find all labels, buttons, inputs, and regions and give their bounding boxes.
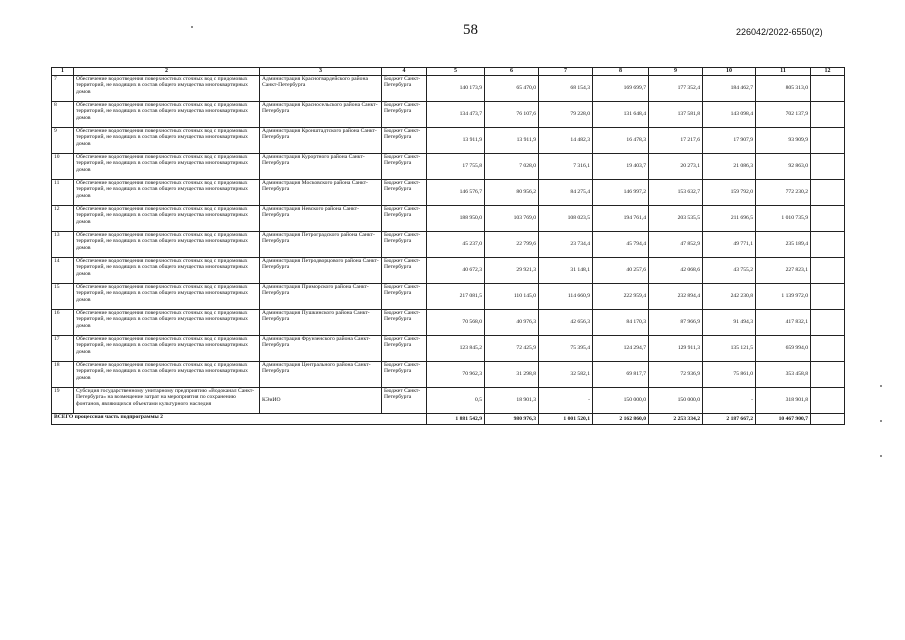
value-cell-v5: 123 845,2 (427, 336, 485, 362)
value-cell-v8: 40 257,6 (593, 258, 649, 284)
table-row (52, 154, 845, 180)
value-cell-v5: 45 237,0 (427, 232, 485, 258)
value-cell-v5: 17 755,8 (427, 154, 485, 180)
value-cell-v9: 47 852,9 (649, 232, 703, 258)
value-cell-v6: 110 145,0 (485, 284, 539, 310)
table-row (52, 336, 845, 362)
value-cell-v8: 222 959,4 (593, 284, 649, 310)
value-cell-v7: 23 734,4 (539, 232, 593, 258)
total-value-v8: 2 162 860,0 (593, 414, 649, 425)
activity-name: Субсидия государственному унитарному предприятию «Водоканал Санкт-Петербурга» на возмещение затрат на мероприятия по сохранению фонтанов, являющихся объектами культурного наследия (74, 388, 260, 414)
value-cell-v5: 146 576,7 (427, 180, 485, 206)
value-cell-v12 (811, 232, 845, 258)
value-cell-v10: 143 098,4 (703, 102, 756, 128)
value-cell-v12 (811, 180, 845, 206)
value-cell-v10: 242 230,8 (703, 284, 756, 310)
value-cell-v11: 659 994,0 (756, 336, 811, 362)
row-number: 17 (52, 336, 74, 362)
value-cell-v8: 84 170,3 (593, 310, 649, 336)
table-row (52, 206, 845, 232)
executor-cell: Администрация Петродворцового района Санкт-Петербурга (260, 258, 382, 284)
table-row (52, 284, 845, 310)
value-cell-v5: 134 473,7 (427, 102, 485, 128)
executor-cell: Администрация Кронштадтского района Санкт-Петербурга (260, 128, 382, 154)
value-cell-v6: 29 921,3 (485, 258, 539, 284)
total-value-v5: 1 881 542,9 (427, 414, 485, 425)
value-cell-v5: 188 950,0 (427, 206, 485, 232)
value-cell-v10: 159 792,0 (703, 180, 756, 206)
value-cell-v5: 70 962,3 (427, 362, 485, 388)
value-cell-v7: 68 154,3 (539, 76, 593, 102)
activity-name: Обеспечение водоотведения поверхностных сточных вод с придомовых территорий, не входящих в состав общего имущества многоквартирных домов (74, 310, 260, 336)
value-cell-v9: 137 581,8 (649, 102, 703, 128)
executor-cell: Администрация Московского района Санкт-Петербурга (260, 180, 382, 206)
value-cell-v9: 177 352,4 (649, 76, 703, 102)
value-cell-v12 (811, 388, 845, 414)
value-cell-v11: 1 010 735,9 (756, 206, 811, 232)
funding-source: Бюджет Санкт-Петербурга (382, 388, 427, 414)
value-cell-v8: 169 699,7 (593, 76, 649, 102)
value-cell-v9: 42 068,6 (649, 258, 703, 284)
activity-name: Обеспечение водоотведения поверхностных сточных вод с придомовых территорий, не входящих в состав общего имущества многоквартирных домов (74, 258, 260, 284)
total-label: ВСЕГО процессная часть подпрограммы 2 (52, 414, 427, 425)
value-cell-v12 (811, 284, 845, 310)
value-cell-v6: 18 901,3 (485, 388, 539, 414)
value-cell-v7: 42 656,3 (539, 310, 593, 336)
executor-cell: Администрация Петроградского района Санкт-Петербурга (260, 232, 382, 258)
column-header-2: 2 (74, 68, 260, 76)
value-cell-v7: 114 660,9 (539, 284, 593, 310)
value-cell-v9: 129 911,3 (649, 336, 703, 362)
table-row (52, 258, 845, 284)
value-cell-v6: 72 425,9 (485, 336, 539, 362)
funding-source: Бюджет Санкт-Петербурга (382, 284, 427, 310)
value-cell-v10: 135 121,5 (703, 336, 756, 362)
activity-name: Обеспечение водоотведения поверхностных сточных вод с придомовых территорий, не входящих в состав общего имущества многоквартирных домов (74, 102, 260, 128)
table-row (52, 128, 845, 154)
column-header-11: 11 (756, 68, 811, 76)
value-cell-v9: 150 000,0 (649, 388, 703, 414)
row-number: 15 (52, 284, 74, 310)
executor-cell: КЭиИО (260, 388, 382, 414)
activity-name: Обеспечение водоотведения поверхностных сточных вод с придомовых территорий, не входящих в состав общего имущества многоквартирных домов (74, 154, 260, 180)
row-number: 19 (52, 388, 74, 414)
row-number: 10 (52, 154, 74, 180)
value-cell-v5: 140 173,9 (427, 76, 485, 102)
value-cell-v5: 13 911,9 (427, 128, 485, 154)
scan-speck (191, 26, 193, 28)
funding-source: Бюджет Санкт-Петербурга (382, 76, 427, 102)
value-cell-v10: 43 755,2 (703, 258, 756, 284)
value-cell-v10: 75 861,0 (703, 362, 756, 388)
row-number: 9 (52, 128, 74, 154)
value-cell-v6: 13 911,9 (485, 128, 539, 154)
table-row (52, 388, 845, 414)
value-cell-v10: 49 771,1 (703, 232, 756, 258)
table-row (52, 76, 845, 102)
executor-cell: Администрация Курортного района Санкт-Петербурга (260, 154, 382, 180)
value-cell-v7: 108 023,5 (539, 206, 593, 232)
funding-source: Бюджет Санкт-Петербурга (382, 362, 427, 388)
table-body (52, 76, 845, 425)
row-number: 11 (52, 180, 74, 206)
funding-source: Бюджет Санкт-Петербурга (382, 206, 427, 232)
row-number: 16 (52, 310, 74, 336)
total-value-v11: 10 467 900,7 (756, 414, 811, 425)
value-cell-v8: 16 478,3 (593, 128, 649, 154)
value-cell-v9: 153 632,7 (649, 180, 703, 206)
value-cell-v5: 217 081,5 (427, 284, 485, 310)
activity-name: Обеспечение водоотведения поверхностных сточных вод с придомовых территорий, не входящих в состав общего имущества многоквартирных домов (74, 76, 260, 102)
funding-source: Бюджет Санкт-Петербурга (382, 310, 427, 336)
value-cell-v8: 124 294,7 (593, 336, 649, 362)
column-header-7: 7 (539, 68, 593, 76)
executor-cell: Администрация Красногвардейского района Санкт-Петербурга (260, 76, 382, 102)
value-cell-v8: 194 761,4 (593, 206, 649, 232)
total-value-v9: 2 253 334,2 (649, 414, 703, 425)
value-cell-v6: 31 298,8 (485, 362, 539, 388)
total-value-v7: 1 001 520,1 (539, 414, 593, 425)
value-cell-v5: 70 568,0 (427, 310, 485, 336)
column-header-4: 4 (382, 68, 427, 76)
value-cell-v7: 75 395,4 (539, 336, 593, 362)
value-cell-v11: 702 137,9 (756, 102, 811, 128)
column-header-5: 5 (427, 68, 485, 76)
activity-name: Обеспечение водоотведения поверхностных сточных вод с придомовых территорий, не входящих в состав общего имущества многоквартирных домов (74, 232, 260, 258)
executor-cell: Администрация Красносельского района Санкт-Петербурга (260, 102, 382, 128)
activity-name: Обеспечение водоотведения поверхностных сточных вод с придомовых территорий, не входящих в состав общего имущества многоквартирных домов (74, 284, 260, 310)
value-cell-v11: 805 313,0 (756, 76, 811, 102)
row-number: 8 (52, 102, 74, 128)
executor-cell: Администрация Пушкинского района Санкт-Петербурга (260, 310, 382, 336)
value-cell-v11: 235 189,4 (756, 232, 811, 258)
value-cell-v12 (811, 206, 845, 232)
executor-cell: Администрация Центрального района Санкт-Петербурга (260, 362, 382, 388)
value-cell-v6: 7 028,0 (485, 154, 539, 180)
column-header-10: 10 (703, 68, 756, 76)
value-cell-v11: 318 901,8 (756, 388, 811, 414)
row-number: 18 (52, 362, 74, 388)
page-number: 58 (463, 22, 478, 38)
value-cell-v12 (811, 76, 845, 102)
value-cell-v12 (811, 128, 845, 154)
row-number: 7 (52, 76, 74, 102)
table-row (52, 180, 845, 206)
value-cell-v9: 72 936,9 (649, 362, 703, 388)
value-cell-v10: 17 907,9 (703, 128, 756, 154)
value-cell-v11: 1 139 972,0 (756, 284, 811, 310)
value-cell-v8: 69 817,7 (593, 362, 649, 388)
value-cell-v7: 31 148,1 (539, 258, 593, 284)
row-number: 12 (52, 206, 74, 232)
value-cell-v8: 150 000,0 (593, 388, 649, 414)
activity-name: Обеспечение водоотведения поверхностных сточных вод с придомовых территорий, не входящих в состав общего имущества многоквартирных домов (74, 362, 260, 388)
funding-source: Бюджет Санкт-Петербурга (382, 154, 427, 180)
column-header-1: 1 (52, 68, 74, 76)
table-row (52, 102, 845, 128)
row-number: 13 (52, 232, 74, 258)
table-row (52, 232, 845, 258)
value-cell-v11: 93 909,9 (756, 128, 811, 154)
column-header-6: 6 (485, 68, 539, 76)
value-cell-v12 (811, 336, 845, 362)
value-cell-v12 (811, 258, 845, 284)
total-row (52, 414, 845, 425)
value-cell-v8: 146 997,2 (593, 180, 649, 206)
value-cell-v10: 91 494,3 (703, 310, 756, 336)
funding-source: Бюджет Санкт-Петербурга (382, 258, 427, 284)
table-row (52, 362, 845, 388)
value-cell-v12 (811, 102, 845, 128)
value-cell-v9: 20 273,1 (649, 154, 703, 180)
value-cell-v12 (811, 310, 845, 336)
funding-source: Бюджет Санкт-Петербурга (382, 232, 427, 258)
activity-name: Обеспечение водоотведения поверхностных сточных вод с придомовых территорий, не входящих в состав общего имущества многоквартирных домов (74, 336, 260, 362)
value-cell-v6: 40 976,3 (485, 310, 539, 336)
funding-source: Бюджет Санкт-Петербурга (382, 128, 427, 154)
value-cell-v9: 87 966,9 (649, 310, 703, 336)
executor-cell: Администрация Фрунзенского района Санкт-Петербурга (260, 336, 382, 362)
column-header-8: 8 (593, 68, 649, 76)
scan-speck (880, 420, 882, 422)
executor-cell: Администрация Невского района Санкт-Петербурга (260, 206, 382, 232)
budget-table (51, 67, 845, 425)
activity-name: Обеспечение водоотведения поверхностных сточных вод с придомовых территорий, не входящих в состав общего имущества многоквартирных домов (74, 180, 260, 206)
value-cell-v9: 232 894,4 (649, 284, 703, 310)
value-cell-v10: 21 086,3 (703, 154, 756, 180)
value-cell-v11: 92 863,0 (756, 154, 811, 180)
activity-name: Обеспечение водоотведения поверхностных сточных вод с придомовых территорий, не входящих в состав общего имущества многоквартирных домов (74, 206, 260, 232)
value-cell-v6: 80 956,2 (485, 180, 539, 206)
value-cell-v9: 203 535,5 (649, 206, 703, 232)
value-cell-v8: 19 403,7 (593, 154, 649, 180)
table-header-row (52, 68, 845, 76)
value-cell-v7: - (539, 388, 593, 414)
value-cell-v11: 772 230,2 (756, 180, 811, 206)
value-cell-v5: 40 672,3 (427, 258, 485, 284)
executor-cell: Администрация Приморского района Санкт-Петербурга (260, 284, 382, 310)
value-cell-v7: 79 228,0 (539, 102, 593, 128)
value-cell-v6: 103 769,0 (485, 206, 539, 232)
funding-source: Бюджет Санкт-Петербурга (382, 180, 427, 206)
value-cell-v8: 131 648,4 (593, 102, 649, 128)
value-cell-v11: 417 832,1 (756, 310, 811, 336)
value-cell-v5: 0,5 (427, 388, 485, 414)
activity-name: Обеспечение водоотведения поверхностных сточных вод с придомовых территорий, не входящих в состав общего имущества многоквартирных домов (74, 128, 260, 154)
value-cell-v11: 227 823,1 (756, 258, 811, 284)
total-value-v10: 2 187 667,2 (703, 414, 756, 425)
column-header-9: 9 (649, 68, 703, 76)
scan-speck (880, 455, 882, 457)
value-cell-v8: 45 794,4 (593, 232, 649, 258)
value-cell-v7: 84 275,4 (539, 180, 593, 206)
value-cell-v6: 22 799,6 (485, 232, 539, 258)
row-number: 14 (52, 258, 74, 284)
column-header-12: 12 (811, 68, 845, 76)
value-cell-v10: 184 462,7 (703, 76, 756, 102)
funding-source: Бюджет Санкт-Петербурга (382, 102, 427, 128)
value-cell-v10: 211 696,5 (703, 206, 756, 232)
funding-source: Бюджет Санкт-Петербурга (382, 336, 427, 362)
value-cell-v7: 32 582,1 (539, 362, 593, 388)
value-cell-v9: 17 217,6 (649, 128, 703, 154)
document-number: 226042/2022-6550(2) (736, 27, 823, 37)
value-cell-v7: 7 316,1 (539, 154, 593, 180)
total-value-v12 (811, 414, 845, 425)
value-cell-v12 (811, 154, 845, 180)
column-header-3: 3 (260, 68, 382, 76)
value-cell-v6: 76 107,6 (485, 102, 539, 128)
table-row (52, 310, 845, 336)
value-cell-v7: 14 482,3 (539, 128, 593, 154)
value-cell-v10: - (703, 388, 756, 414)
value-cell-v12 (811, 362, 845, 388)
value-cell-v11: 353 458,8 (756, 362, 811, 388)
scan-speck (880, 385, 882, 387)
total-value-v6: 980 976,3 (485, 414, 539, 425)
value-cell-v6: 65 470,0 (485, 76, 539, 102)
